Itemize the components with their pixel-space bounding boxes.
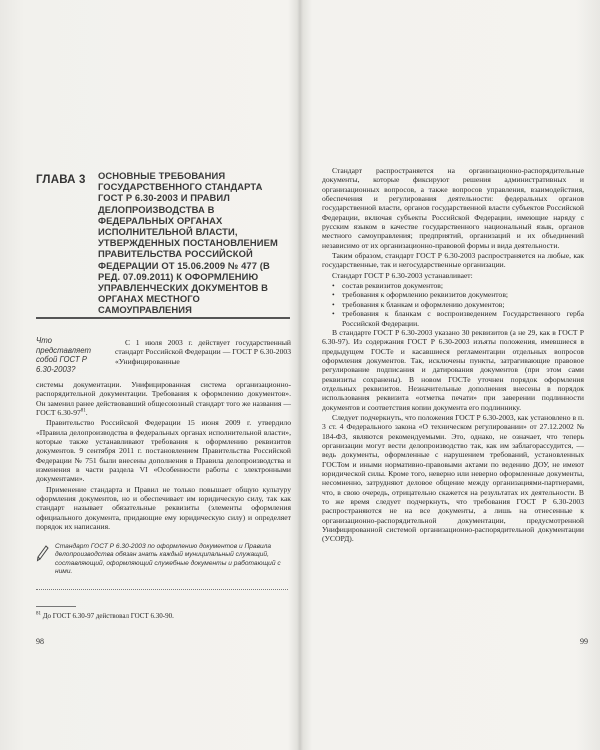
list-item: • требования к бланкам с воспроизведением Государственного герба Российской Федерации.: [332, 309, 584, 328]
page-number-right: 99: [580, 637, 588, 646]
left-page: [0, 0, 298, 750]
left-paragraph-3: Применение стандарта и Правил не только повышает общую культуру оформления документов, но и обеспечивает им юридическую силу, так как стандарт называет обязательные реквизиты (элементы оформления официального документа, придающие ему юридическую силу) и определяет порядок их написания.: [36, 484, 291, 532]
right-page: [302, 0, 600, 750]
list-item: • состав реквизитов документов;: [332, 281, 584, 290]
right-body-text: [322, 166, 584, 545]
chapter-title: ОСНОВНЫЕ ТРЕБОВАНИЯ ГОСУДАРСТВЕННОГО СТАНДАРТА ГОСТ Р 6.30-2003 И ПРАВИЛ ДЕЛОПРОИЗВОДСТВА В ФЕДЕРАЛЬНЫХ ОРГАНАХ ИСПОЛНИТЕЛЬНОЙ ВЛАСТИ, УТВЕРЖДЕННЫХ ПОСТАНОВЛЕНИЕМ ПРАВИТЕЛЬСТВА РОССИЙСКОЙ ФЕДЕРАЦИИ ОТ 15.06.2009 № 477 (В РЕД. 07.09.2011) К ОФОРМЛЕНИЮ УПРАВЛЕНЧЕСКИХ ДОКУМЕНТОВ В ОРГАНАХ МЕСТНОГО САМОУПРАВЛЕНИЯ: [98, 170, 278, 316]
requirements-list: [322, 281, 584, 328]
right-paragraph-4: В стандарте ГОСТ Р 6.30-2003 указано 30 реквизитов (а не 29, как в ГОСТ Р 6.30-97). Из содержания ГОСТ Р 6.30-2003 изъяты положения, имевшиеся в предыдущем ГОСТе и касавшиеся регламентации отдельных вопросов оформления документов. Так, исключены пункты, затрагивающие правовое регулирование подписания и датирования документов (при этом сами реквизиты сохранены). В новом ГОСТе уточнен порядок оформления отдельных реквизитов. Незначительные дополнения внесены в порядок использования реквизита «отметка печати» при заверении подлинности документов и соответствия копии документа его подлиннику.: [322, 327, 584, 412]
page-number-left: 98: [36, 637, 44, 646]
chapter-rule: [36, 317, 290, 319]
footnote-text: До ГОСТ 6.30-97 действовал ГОСТ 6.30-90.: [42, 612, 174, 620]
left-paragraph-1: С 1 июля 2003 г. действует государственный стандарт Российской Федерации — ГОСТ Р 6.30-2003 «Унифицированные: [115, 338, 291, 366]
footnote: [36, 612, 286, 621]
right-paragraph-3: Стандарт ГОСТ Р 6.30-2003 устанавливает:: [332, 270, 473, 280]
list-item: • требования к оформлению реквизитов документов;: [332, 290, 584, 299]
left-intro-text: [115, 338, 291, 367]
list-item: • требования к бланкам и оформлению документов;: [332, 300, 584, 309]
left-paragraph-1-cont: [36, 380, 291, 417]
right-paragraph-5: Следует подчеркнуть, что положения ГОСТ Р 6.30-2003, как установлено в п. 3 ст. 4 Федерального закона «О техническом регулировании» от 27.12.2002 № 184-ФЗ, являются рекомендуемыми. Это, однако, не означает, что теперь организации могут вести делопроизводство так, как им заблагорассудится, — ведь документы, оформленные с нарушением требований, установленных ГОСТом и иными нормативно-правовыми актами по ведению ДОУ, не имеют юридической силы. Кроме того, неверно или неверно оформленные документы, несомненно, затрудняют деловое общение между организациями-партнерами, что, в свою очередь, отрицательно скажется на результатах их деятельности. В то же время следует подчеркнуть, что требования ГОСТ Р 6.30-2003 распространяются не на все документы, а лишь на отнесенные к организационно-распорядительной документации, предусмотренной Унифицированной системой организационно-распорядительной документации (УСОРД).: [322, 412, 584, 544]
note-pencil-icon: [36, 543, 50, 563]
note-box: [36, 543, 288, 576]
left-paragraph-1-cont-text: системы документации. Унифицированная система организационно-распорядительной документации. Требования к оформлению документов». Он заменил ранее действовавший общесоюзный стандарт того же названия — ГОСТ 6.30-97: [36, 380, 291, 418]
chapter-label: ГЛАВА 3: [36, 174, 86, 186]
footnote-number: 81: [36, 611, 41, 617]
left-body-text: [36, 380, 291, 533]
right-paragraph-2: Таким образом, стандарт ГОСТ Р 6.30-2003 распространяется на любые, как государственные, так и негосударственные организации.: [322, 251, 584, 270]
note-text: Стандарт ГОСТ Р 6.30-2003 по оформлению документов и Правила делопроизводства обязан знать каждый муниципальный служащий, составляющий, оформляющий служебные документы и работающий с ними.: [55, 543, 281, 575]
note-divider: [36, 589, 288, 590]
left-paragraph-1-end: .: [85, 408, 88, 418]
margin-question: Что представляет собой ГОСТ Р 6.30-2003?: [36, 336, 91, 374]
footnote-ref: 81: [80, 408, 86, 414]
left-paragraph-2: Правительство Российской Федерации 15 июня 2009 г. утвердило «Правила делопроизводства в федеральных органах исполнительной власти», которые также устанавливают требования к оформлению реквизитов документов. 9 сентября 2011 г. постановлением Правительства Российской Федерации № 751 были внесены дополнения в Правила делопроизводства и изменения в части раздела VI «Особенности работы с электронными документами».: [36, 418, 291, 484]
footnote-rule: [36, 606, 76, 607]
right-paragraph-1: Стандарт распространяется на организационно-распорядительные документы, которые фиксируют решения административных и организационных вопросов, а также вопросов управления, взаимодействия, обеспечения и регулирования деятельности: федеральных органов государственной власти, органов государственной власти субъектов Российской Федерации, включая субъекты Российской Федерации, имеющие наряду с русским языком в качестве государственного национальный язык, органов местного самоуправления; предприятий, организаций и их объединений независимо от их организационно-правовой формы и вида деятельности.: [322, 166, 584, 250]
